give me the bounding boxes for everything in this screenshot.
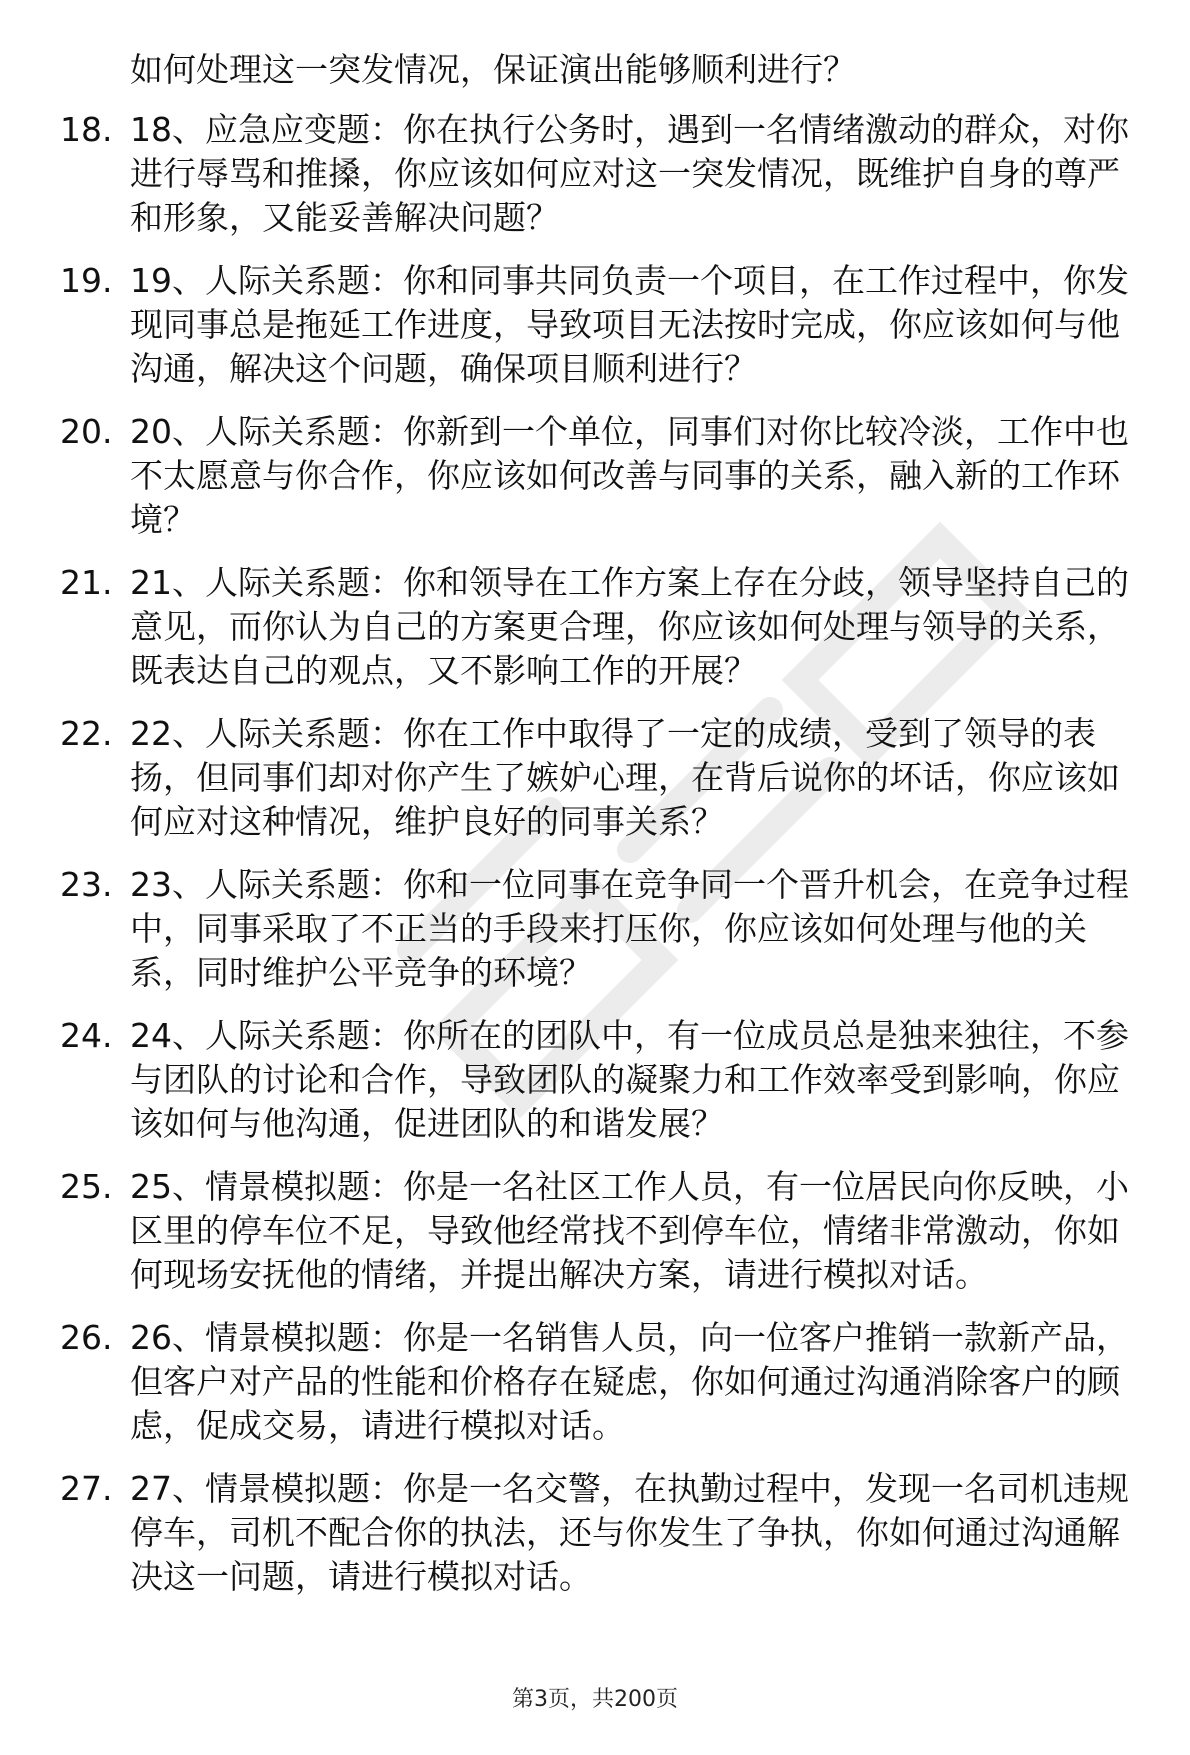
question-text: 23、人际关系题：你和一位同事在竞争同一个晋升机会，在竞争过程中，同事采取了不正当的手段来打压你，你应该如何处理与他的关系，同时维护公平竞争的环境？ [130, 865, 1129, 992]
question-text: 20、人际关系题：你新到一个单位，同事们对你比较冷淡，工作中也不太愿意与你合作，你应该如何改善与同事的关系，融入新的工作环境？ [130, 412, 1129, 539]
question-number: 21. [60, 563, 113, 602]
question-item [60, 410, 1140, 542]
question-item [60, 1165, 1140, 1297]
question-item [60, 108, 1140, 240]
question-item [60, 561, 1140, 693]
question-item [60, 1316, 1140, 1448]
question-text: 27、情景模拟题：你是一名交警，在执勤过程中，发现一名司机违规停车，司机不配合你的执法，还与你发生了争执，你如何通过沟通解决这一问题，请进行模拟对话。 [130, 1469, 1129, 1596]
question-number: 24. [60, 1016, 113, 1055]
question-text: 24、人际关系题：你所在的团队中，有一位成员总是独来独往，不参与团队的讨论和合作，导致团队的凝聚力和工作效率受到影响，你应该如何与他沟通，促进团队的和谐发展？ [130, 1016, 1129, 1143]
question-number: 23. [60, 865, 113, 904]
question-text: 22、人际关系题：你在工作中取得了一定的成绩，受到了领导的表扬，但同事们却对你产生了嫉妒心理，在背后说你的坏话，你应该如何应对这种情况，维护良好的同事关系？ [130, 714, 1120, 841]
question-item [60, 1467, 1140, 1599]
question-number: 22. [60, 714, 113, 753]
question-number: 19. [60, 261, 113, 300]
question-item [60, 863, 1140, 995]
question-number: 20. [60, 412, 113, 451]
question-item [60, 259, 1140, 391]
question-item [60, 1014, 1140, 1146]
question-number: 27. [60, 1469, 113, 1508]
question-item [60, 712, 1140, 844]
question-text: 19、人际关系题：你和同事共同负责一个项目，在工作过程中，你发现同事总是拖延工作进度，导致项目无法按时完成，你应该如何与他沟通，解决这个问题，确保项目顺利进行？ [130, 261, 1129, 388]
question-number: 18. [60, 110, 113, 149]
page-footer: 第3页，共200页 [512, 1687, 678, 1712]
question-text: 21、人际关系题：你和领导在工作方案上存在分歧，领导坚持自己的意见，而你认为自己的方案更合理，你应该如何处理与领导的关系，既表达自己的观点，又不影响工作的开展？ [130, 563, 1129, 690]
question-list [60, 108, 1140, 1599]
question-number: 26. [60, 1318, 113, 1357]
question-text: 26、情景模拟题：你是一名销售人员，向一位客户推销一款新产品，但客户对产品的性能和价格存在疑虑，你如何通过沟通消除客户的顾虑，促成交易，请进行模拟对话。 [130, 1318, 1129, 1445]
document-body [60, 48, 1140, 1618]
question-text: 25、情景模拟题：你是一名社区工作人员，有一位居民向你反映，小区里的停车位不足，导致他经常找不到停车位，情绪非常激动，你如何现场安抚他的情绪，并提出解决方案，请进行模拟对话。 [130, 1167, 1129, 1294]
question-number: 25. [60, 1167, 113, 1206]
question-text: 18、应急应变题：你在执行公务时，遇到一名情绪激动的群众，对你进行辱骂和推搡，你应该如何应对这一突发情况，既维护自身的尊严和形象，又能妥善解决问题？ [130, 110, 1129, 237]
continued-question-text: 如何处理这一突发情况，保证演出能够顺利进行？ [130, 50, 856, 89]
